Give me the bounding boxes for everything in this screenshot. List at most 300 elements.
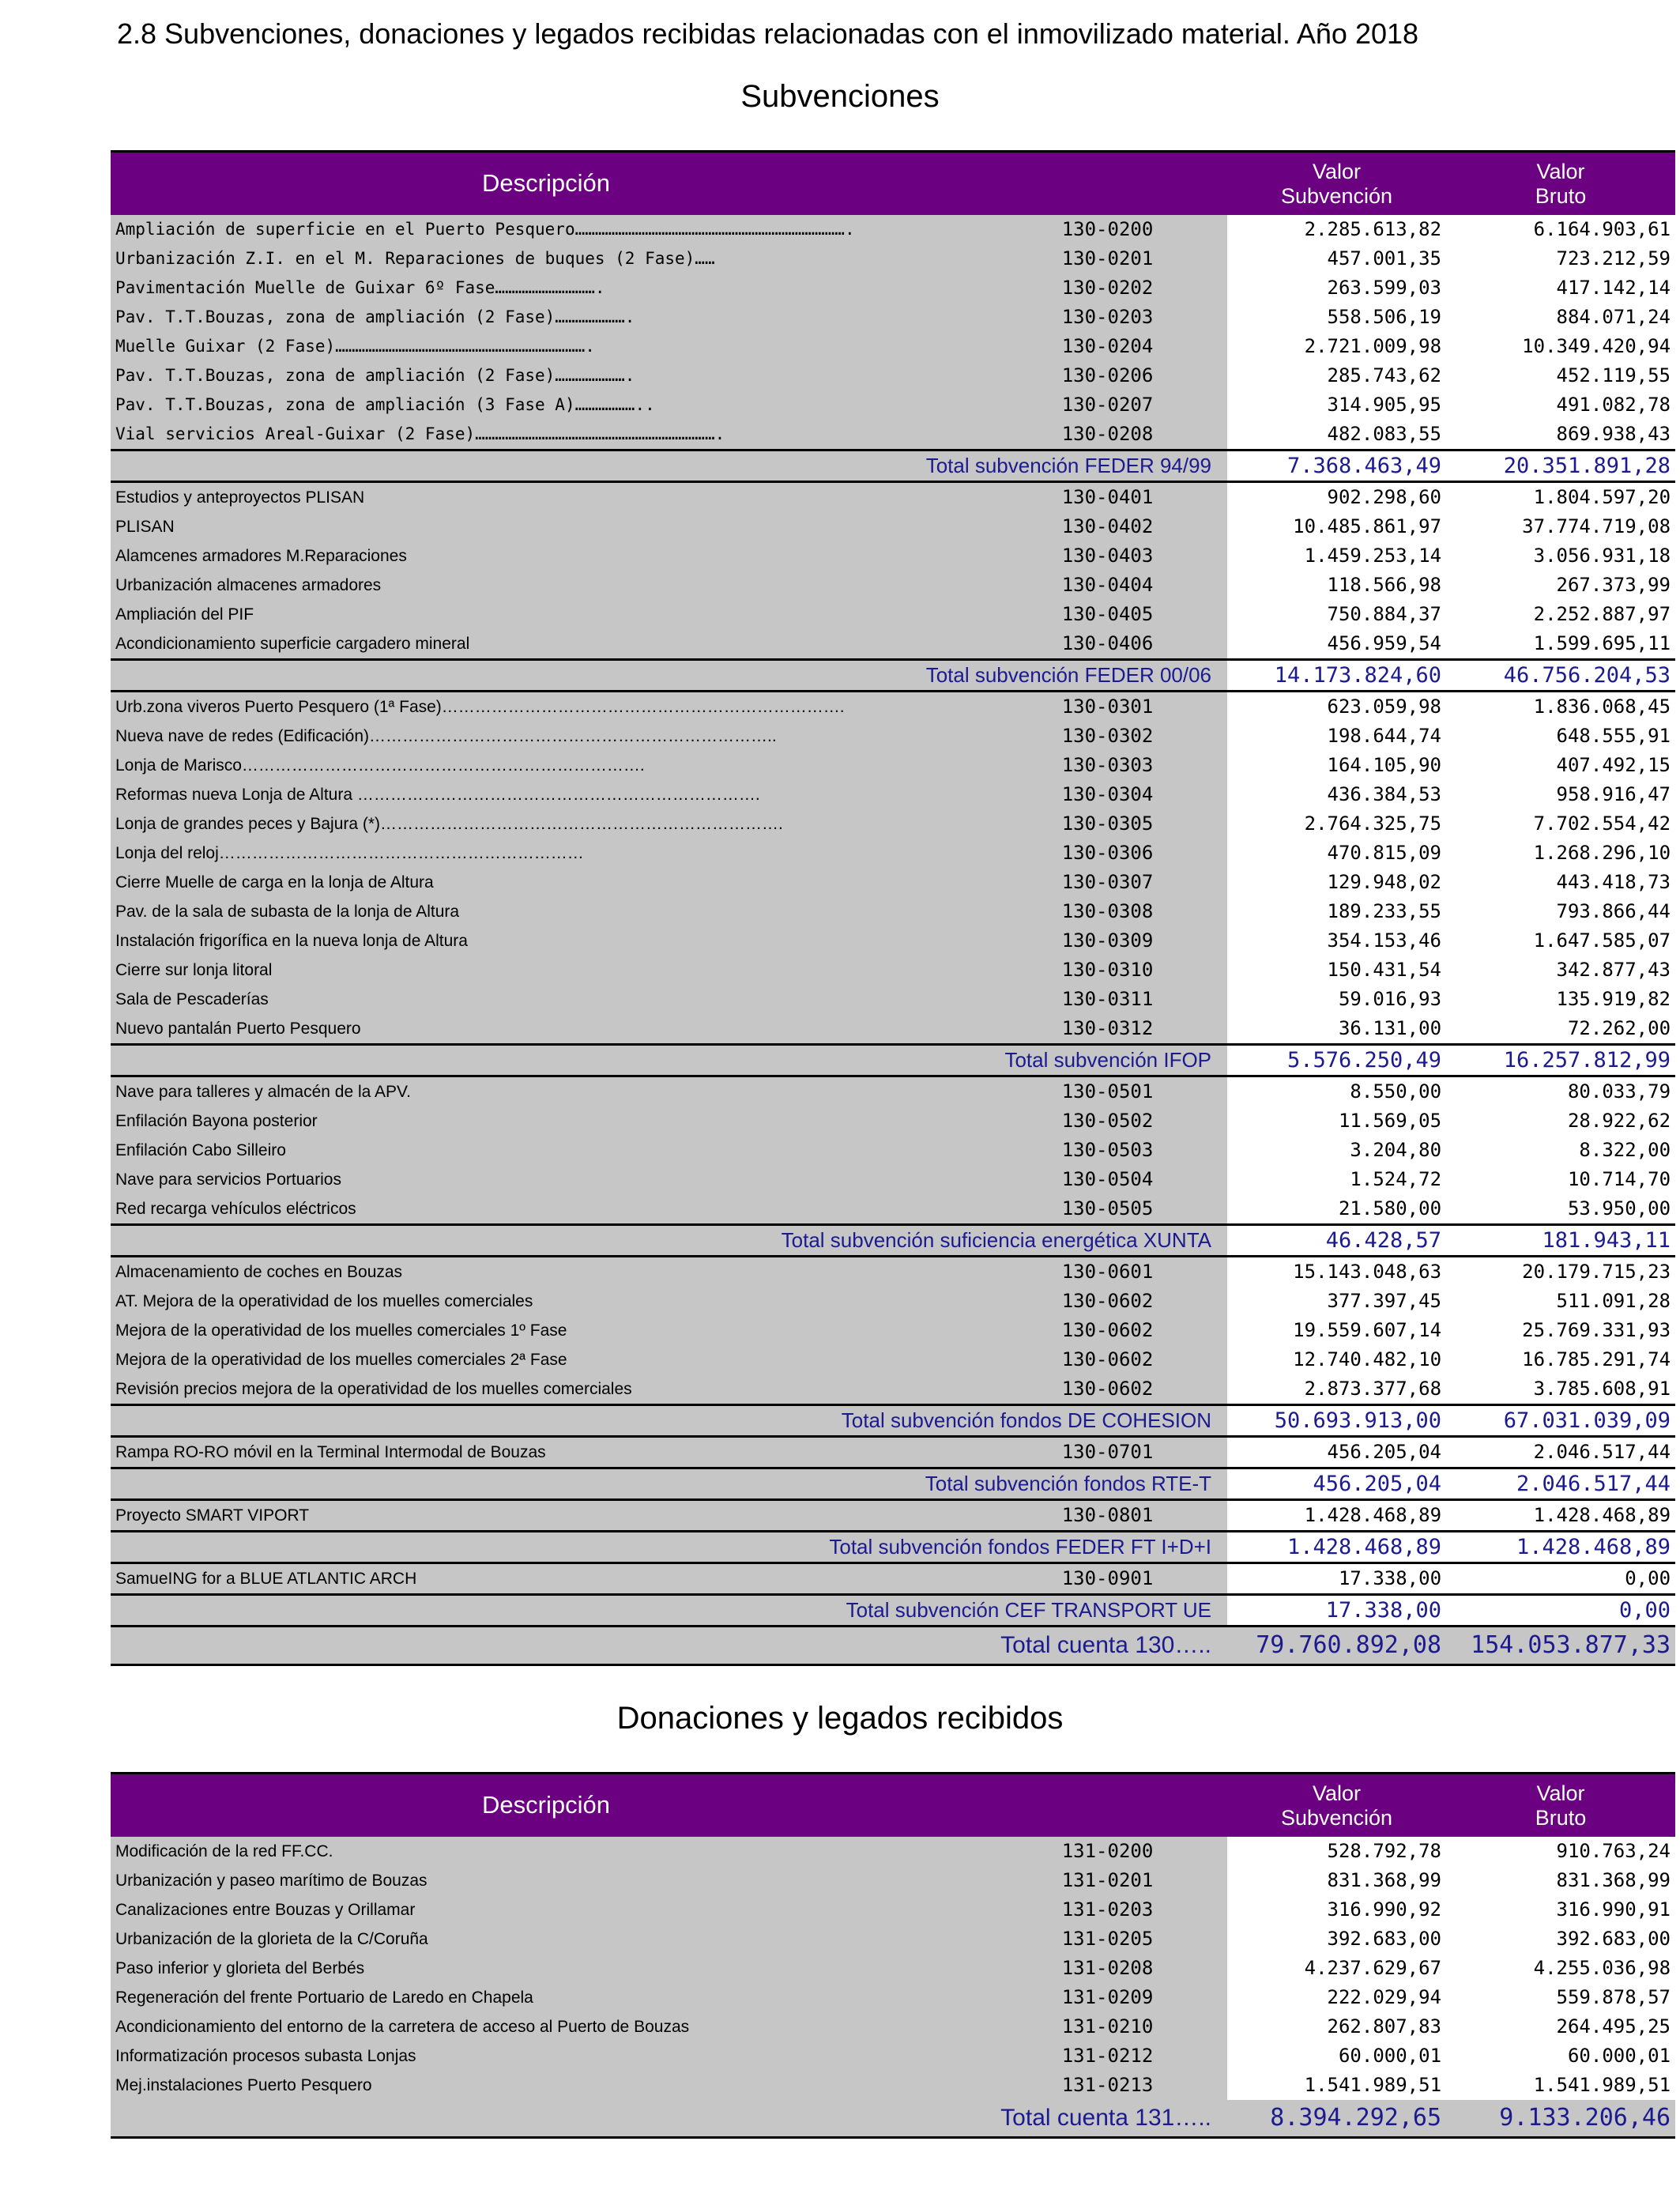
row-description: Almacenamiento de coches en Bouzas xyxy=(111,1256,988,1287)
row-account-code: 130-0304 xyxy=(988,780,1227,809)
row-description: Estudios y anteproyectos PLISAN xyxy=(111,481,988,512)
row-description: Ampliación de superficie en el Puerto Pesquero………………………………………………………………………. xyxy=(111,215,988,244)
table-row xyxy=(111,1014,1675,1045)
row-valor-bruto: 3.056.931,18 xyxy=(1446,541,1675,571)
table-row xyxy=(111,780,1675,809)
table-row xyxy=(111,571,1675,600)
subtotal-row-label: Total subvención suficiencia energética XUNTA xyxy=(111,1224,1227,1256)
row-valor-subvencion: 750.884,37 xyxy=(1227,600,1446,629)
row-valor-subvencion: 392.683,00 xyxy=(1227,1924,1446,1954)
row-description: Pav. de la sala de subasta de la lonja de Altura xyxy=(111,897,988,926)
row-description: Nave para servicios Portuarios xyxy=(111,1165,988,1194)
row-valor-bruto: 831.368,99 xyxy=(1446,1866,1675,1895)
row-account-code: 130-0602 xyxy=(988,1316,1227,1345)
row-account-code: 130-0602 xyxy=(988,1345,1227,1374)
row-valor-subvencion: 316.990,92 xyxy=(1227,1895,1446,1924)
row-description: Pav. T.T.Bouzas, zona de ampliación (2 Fase)…………………. xyxy=(111,361,988,390)
row-valor-subvencion: 11.569,05 xyxy=(1227,1106,1446,1136)
row-description: Lonja del reloj………………………………………………………… xyxy=(111,839,988,868)
row-account-code: 130-0201 xyxy=(988,244,1227,273)
row-valor-bruto: 1.836.068,45 xyxy=(1446,691,1675,722)
table-row xyxy=(111,2071,1675,2100)
subtotal-row xyxy=(111,1224,1675,1256)
row-description: Enfilación Cabo Silleiro xyxy=(111,1136,988,1165)
subvenciones-title: Subvenciones xyxy=(740,79,940,114)
row-valor-subvencion: 164.105,90 xyxy=(1227,751,1446,780)
row-account-code: 130-0312 xyxy=(988,1014,1227,1045)
row-description: Vial servicios Areal-Guixar (2 Fase)………………………………………………………………. xyxy=(111,420,988,450)
row-account-code: 130-0306 xyxy=(988,839,1227,868)
row-valor-subvencion: 1.428.468,89 xyxy=(1227,1499,1446,1531)
row-valor-subvencion: 60.000,01 xyxy=(1227,2041,1446,2071)
row-account-code: 130-0206 xyxy=(988,361,1227,390)
table-row xyxy=(111,215,1675,244)
row-valor-subvencion: 1.541.989,51 xyxy=(1227,2071,1446,2100)
row-valor-subvencion: 377.397,45 xyxy=(1227,1287,1446,1316)
row-account-code: 130-0301 xyxy=(988,691,1227,722)
row-account-code: 130-0311 xyxy=(988,985,1227,1014)
row-valor-subvencion: 4.237.629,67 xyxy=(1227,1954,1446,1983)
subtotal-row-valor-bruto: 181.943,11 xyxy=(1446,1224,1675,1256)
row-valor-bruto: 511.091,28 xyxy=(1446,1287,1675,1316)
table-row xyxy=(111,361,1675,390)
header-valor-sub-line1: Valor xyxy=(1313,1781,1362,1806)
subtotal-row-valor-bruto: 16.257.812,99 xyxy=(1446,1044,1675,1076)
row-account-code: 131-0212 xyxy=(988,2041,1227,2071)
subtotal-row-label: Total subvención fondos FEDER FT I+D+I xyxy=(111,1531,1227,1563)
row-description: Regeneración del frente Portuario de Laredo en Chapela xyxy=(111,1983,988,2012)
row-description: Lonja de Marisco………………………………………………………………. xyxy=(111,751,988,780)
row-valor-bruto: 452.119,55 xyxy=(1446,361,1675,390)
row-valor-subvencion: 456.205,04 xyxy=(1227,1436,1446,1468)
subtotal-row-label: Total subvención IFOP xyxy=(111,1044,1227,1076)
row-description: Revisión precios mejora de la operatividad de los muelles comerciales xyxy=(111,1374,988,1405)
row-valor-subvencion: 150.431,54 xyxy=(1227,956,1446,985)
row-description: Urbanización y paseo marítimo de Bouzas xyxy=(111,1866,988,1895)
header-valor-subvencion xyxy=(1227,152,1446,215)
row-description: Informatización procesos subasta Lonjas xyxy=(111,2041,988,2071)
row-description: Pav. T.T.Bouzas, zona de ampliación (2 Fase)…………………. xyxy=(111,303,988,332)
row-valor-bruto: 1.428.468,89 xyxy=(1446,1499,1675,1531)
header-valor-sub-line2: Subvención xyxy=(1280,184,1393,209)
row-valor-subvencion: 21.580,00 xyxy=(1227,1194,1446,1225)
row-valor-bruto: 37.774.719,08 xyxy=(1446,512,1675,541)
row-valor-subvencion: 15.143.048,63 xyxy=(1227,1256,1446,1287)
table-row xyxy=(111,1866,1675,1895)
table-row xyxy=(111,512,1675,541)
table-row xyxy=(111,600,1675,629)
subtotal-row-valor-bruto: 2.046.517,44 xyxy=(1446,1468,1675,1499)
subtotal-row-valor-bruto: 0,00 xyxy=(1446,1594,1675,1626)
row-description: Instalación frigorífica en la nueva lonja de Altura xyxy=(111,926,988,956)
row-valor-subvencion: 12.740.482,10 xyxy=(1227,1345,1446,1374)
row-account-code: 130-0208 xyxy=(988,420,1227,450)
row-valor-subvencion: 1.524,72 xyxy=(1227,1165,1446,1194)
row-valor-bruto: 1.268.296,10 xyxy=(1446,839,1675,868)
row-description: Acondicionamiento superficie cargadero mineral xyxy=(111,629,988,660)
subtotal-row-label: Total subvención fondos RTE-T xyxy=(111,1468,1227,1499)
table-row xyxy=(111,1136,1675,1165)
subtotal-row-valor-subvencion: 17.338,00 xyxy=(1227,1594,1446,1626)
table-row xyxy=(111,1345,1675,1374)
row-description: SamueING for a BLUE ATLANTIC ARCH xyxy=(111,1563,988,1594)
row-account-code: 131-0201 xyxy=(988,1866,1227,1895)
row-account-code: 131-0203 xyxy=(988,1895,1227,1924)
row-valor-subvencion: 189.233,55 xyxy=(1227,897,1446,926)
row-description: Pavimentación Muelle de Guixar 6º Fase…………………………. xyxy=(111,273,988,303)
row-description: Rampa RO-RO móvil en la Terminal Intermodal de Bouzas xyxy=(111,1436,988,1468)
row-valor-subvencion: 10.485.861,97 xyxy=(1227,512,1446,541)
row-valor-bruto: 0,00 xyxy=(1446,1563,1675,1594)
row-valor-bruto: 443.418,73 xyxy=(1446,868,1675,897)
table-row xyxy=(111,691,1675,722)
row-valor-bruto: 1.599.695,11 xyxy=(1446,629,1675,660)
row-description: Urb.zona viveros Puerto Pesquero (1ª Fase)………………………………………………………………. xyxy=(111,691,988,722)
grand-total-row-label: Total cuenta 130….. xyxy=(111,1626,1227,1664)
row-valor-subvencion: 285.743,62 xyxy=(1227,361,1446,390)
row-valor-subvencion: 19.559.607,14 xyxy=(1227,1316,1446,1345)
row-valor-bruto: 417.142,14 xyxy=(1446,273,1675,303)
table-row xyxy=(111,2012,1675,2041)
table-row xyxy=(111,273,1675,303)
row-valor-subvencion: 902.298,60 xyxy=(1227,481,1446,512)
row-valor-bruto: 559.878,57 xyxy=(1446,1983,1675,2012)
row-valor-subvencion: 482.083,55 xyxy=(1227,420,1446,450)
row-valor-subvencion: 2.285.613,82 xyxy=(1227,215,1446,244)
row-account-code: 130-0401 xyxy=(988,481,1227,512)
table-row xyxy=(111,839,1675,868)
row-valor-bruto: 2.252.887,97 xyxy=(1446,600,1675,629)
row-account-code: 130-0503 xyxy=(988,1136,1227,1165)
row-valor-subvencion: 263.599,03 xyxy=(1227,273,1446,303)
row-valor-bruto: 16.785.291,74 xyxy=(1446,1345,1675,1374)
row-description: Pav. T.T.Bouzas, zona de ampliación (3 Fase A)……………….. xyxy=(111,390,988,420)
subtotal-row xyxy=(111,1044,1675,1076)
row-account-code: 130-0602 xyxy=(988,1287,1227,1316)
subtotal-row-valor-subvencion: 14.173.824,60 xyxy=(1227,659,1446,691)
row-valor-bruto: 2.046.517,44 xyxy=(1446,1436,1675,1468)
row-account-code: 130-0200 xyxy=(988,215,1227,244)
row-account-code: 130-0207 xyxy=(988,390,1227,420)
row-account-code: 130-0310 xyxy=(988,956,1227,985)
row-valor-subvencion: 222.029,94 xyxy=(1227,1983,1446,2012)
row-valor-bruto: 80.033,79 xyxy=(1446,1076,1675,1106)
row-account-code: 130-0502 xyxy=(988,1106,1227,1136)
subtotal-row xyxy=(111,659,1675,691)
row-description: Urbanización de la glorieta de la C/Coruña xyxy=(111,1924,988,1954)
table-row xyxy=(111,1924,1675,1954)
row-valor-subvencion: 1.459.253,14 xyxy=(1227,541,1446,571)
row-valor-subvencion: 558.506,19 xyxy=(1227,303,1446,332)
row-account-code: 130-0302 xyxy=(988,722,1227,751)
row-account-code: 130-0203 xyxy=(988,303,1227,332)
row-description: Nueva nave de redes (Edificación)……………………………………………………………….. xyxy=(111,722,988,751)
row-description: Ampliación del PIF xyxy=(111,600,988,629)
row-description: Canalizaciones entre Bouzas y Orillamar xyxy=(111,1895,988,1924)
grand-total-row-valor-subvencion: 79.760.892,08 xyxy=(1227,1626,1446,1664)
subtotal-row-label: Total subvención FEDER 94/99 xyxy=(111,450,1227,481)
row-description: Nuevo pantalán Puerto Pesquero xyxy=(111,1014,988,1045)
header-valor-subvencion xyxy=(1227,1774,1446,1837)
row-valor-subvencion: 59.016,93 xyxy=(1227,985,1446,1014)
row-valor-subvencion: 314.905,95 xyxy=(1227,390,1446,420)
row-valor-bruto: 135.919,82 xyxy=(1446,985,1675,1014)
table-row xyxy=(111,1499,1675,1531)
row-valor-bruto: 958.916,47 xyxy=(1446,780,1675,809)
row-account-code: 130-0403 xyxy=(988,541,1227,571)
donaciones-title: Donaciones y legados recibidos xyxy=(616,1701,1064,1736)
table-row xyxy=(111,1563,1675,1594)
table-row xyxy=(111,722,1675,751)
grand-total-row-valor-subvencion: 8.394.292,65 xyxy=(1227,2100,1446,2138)
row-valor-bruto: 316.990,91 xyxy=(1446,1895,1675,1924)
table-row xyxy=(111,244,1675,273)
row-description: Proyecto SMART VIPORT xyxy=(111,1499,988,1531)
subtotal-row-valor-subvencion: 7.368.463,49 xyxy=(1227,450,1446,481)
row-account-code: 130-0303 xyxy=(988,751,1227,780)
table-row xyxy=(111,1837,1675,1866)
row-valor-bruto: 1.541.989,51 xyxy=(1446,2071,1675,2100)
row-account-code: 130-0501 xyxy=(988,1076,1227,1106)
subtotal-row-valor-bruto: 1.428.468,89 xyxy=(1446,1531,1675,1563)
row-valor-subvencion: 528.792,78 xyxy=(1227,1837,1446,1866)
row-valor-bruto: 4.255.036,98 xyxy=(1446,1954,1675,1983)
row-account-code: 130-0602 xyxy=(988,1374,1227,1405)
row-description: Nave para talleres y almacén de la APV. xyxy=(111,1076,988,1106)
table-row xyxy=(111,1316,1675,1345)
subtotal-row xyxy=(111,1531,1675,1563)
table-row xyxy=(111,956,1675,985)
row-description: Mejora de la operatividad de los muelles comerciales 1º Fase xyxy=(111,1316,988,1345)
row-description: Sala de Pescaderías xyxy=(111,985,988,1014)
row-account-code: 131-0208 xyxy=(988,1954,1227,1983)
table-row xyxy=(111,303,1675,332)
row-valor-bruto: 72.262,00 xyxy=(1446,1014,1675,1045)
row-description: Urbanización Z.I. en el M. Reparaciones de buques (2 Fase)…… xyxy=(111,244,988,273)
table-row xyxy=(111,809,1675,839)
table-row xyxy=(111,2041,1675,2071)
row-valor-bruto: 491.082,78 xyxy=(1446,390,1675,420)
table-row xyxy=(111,541,1675,571)
subtotal-row xyxy=(111,1468,1675,1499)
subtotal-row-label: Total subvención CEF TRANSPORT UE xyxy=(111,1594,1227,1626)
row-description: PLISAN xyxy=(111,512,988,541)
row-account-code: 130-0404 xyxy=(988,571,1227,600)
row-account-code: 130-0601 xyxy=(988,1256,1227,1287)
row-account-code: 131-0205 xyxy=(988,1924,1227,1954)
subtotal-row-valor-bruto: 20.351.891,28 xyxy=(1446,450,1675,481)
table-row xyxy=(111,985,1675,1014)
table-row xyxy=(111,629,1675,660)
subtotal-row-label: Total subvención fondos DE COHESION xyxy=(111,1404,1227,1436)
row-account-code: 130-0406 xyxy=(988,629,1227,660)
row-description: AT. Mejora de la operatividad de los muelles comerciales xyxy=(111,1287,988,1316)
row-description: Enfilación Bayona posterior xyxy=(111,1106,988,1136)
row-valor-bruto: 6.164.903,61 xyxy=(1446,215,1675,244)
row-account-code: 130-0402 xyxy=(988,512,1227,541)
row-valor-subvencion: 2.721.009,98 xyxy=(1227,332,1446,361)
row-valor-bruto: 10.349.420,94 xyxy=(1446,332,1675,361)
table-row xyxy=(111,1106,1675,1136)
subvenciones-table xyxy=(111,150,1675,1666)
header-valor-bruto xyxy=(1446,152,1675,215)
row-valor-bruto: 60.000,01 xyxy=(1446,2041,1675,2071)
header-valor-bruto xyxy=(1446,1774,1675,1837)
row-account-code: 130-0901 xyxy=(988,1563,1227,1594)
header-valor-bruto-line2: Bruto xyxy=(1535,184,1587,209)
header-valor-sub-line2: Subvención xyxy=(1280,1806,1393,1830)
subtotal-row-valor-subvencion: 50.693.913,00 xyxy=(1227,1404,1446,1436)
table-row xyxy=(111,1983,1675,2012)
row-valor-bruto: 793.866,44 xyxy=(1446,897,1675,926)
table-row xyxy=(111,868,1675,897)
table-row xyxy=(111,1895,1675,1924)
row-description: Cierre Muelle de carga en la lonja de Altura xyxy=(111,868,988,897)
subtotal-row-valor-bruto: 46.756.204,53 xyxy=(1446,659,1675,691)
row-valor-bruto: 3.785.608,91 xyxy=(1446,1374,1675,1405)
row-account-code: 130-0204 xyxy=(988,332,1227,361)
row-valor-subvencion: 354.153,46 xyxy=(1227,926,1446,956)
row-account-code: 130-0505 xyxy=(988,1194,1227,1225)
page-title: 2.8 Subvenciones, donaciones y legados recibidas relacionadas con el inmovilizado material. Año 2018 xyxy=(117,17,1419,50)
table-row xyxy=(111,1374,1675,1405)
row-valor-subvencion: 36.131,00 xyxy=(1227,1014,1446,1045)
row-account-code: 130-0202 xyxy=(988,273,1227,303)
table-row xyxy=(111,751,1675,780)
subtotal-row-valor-subvencion: 1.428.468,89 xyxy=(1227,1531,1446,1563)
row-account-code: 131-0213 xyxy=(988,2071,1227,2100)
row-valor-subvencion: 8.550,00 xyxy=(1227,1076,1446,1106)
row-valor-subvencion: 436.384,53 xyxy=(1227,780,1446,809)
row-valor-bruto: 10.714,70 xyxy=(1446,1165,1675,1194)
row-valor-bruto: 407.492,15 xyxy=(1446,751,1675,780)
row-valor-bruto: 267.373,99 xyxy=(1446,571,1675,600)
row-description: Reformas nueva Lonja de Altura ………………………………………………………………. xyxy=(111,780,988,809)
row-valor-subvencion: 623.059,98 xyxy=(1227,691,1446,722)
row-valor-bruto: 28.922,62 xyxy=(1446,1106,1675,1136)
row-description: Red recarga vehículos eléctricos xyxy=(111,1194,988,1225)
row-account-code: 131-0210 xyxy=(988,2012,1227,2041)
table-row xyxy=(111,1954,1675,1983)
row-valor-bruto: 392.683,00 xyxy=(1446,1924,1675,1954)
row-valor-bruto: 53.950,00 xyxy=(1446,1194,1675,1225)
row-description: Urbanización almacenes armadores xyxy=(111,571,988,600)
row-valor-bruto: 20.179.715,23 xyxy=(1446,1256,1675,1287)
row-valor-subvencion: 831.368,99 xyxy=(1227,1866,1446,1895)
row-valor-subvencion: 2.873.377,68 xyxy=(1227,1374,1446,1405)
grand-total-row-label: Total cuenta 131….. xyxy=(111,2100,1227,2138)
subtotal-row xyxy=(111,1594,1675,1626)
row-description: Mejora de la operatividad de los muelles comerciales 2ª Fase xyxy=(111,1345,988,1374)
row-valor-bruto: 1.647.585,07 xyxy=(1446,926,1675,956)
row-valor-subvencion: 129.948,02 xyxy=(1227,868,1446,897)
table-row xyxy=(111,1256,1675,1287)
table-row xyxy=(111,1436,1675,1468)
subtotal-row-valor-subvencion: 46.428,57 xyxy=(1227,1224,1446,1256)
row-account-code: 131-0200 xyxy=(988,1837,1227,1866)
header-valor-sub-line1: Valor xyxy=(1313,160,1362,184)
header-valor-bruto-line2: Bruto xyxy=(1535,1806,1587,1830)
row-valor-bruto: 869.938,43 xyxy=(1446,420,1675,450)
table-row xyxy=(111,390,1675,420)
grand-total-row xyxy=(111,2100,1675,2138)
subtotal-row-valor-subvencion: 5.576.250,49 xyxy=(1227,1044,1446,1076)
table-row xyxy=(111,1287,1675,1316)
table-row xyxy=(111,1165,1675,1194)
table-header xyxy=(111,152,1675,215)
row-valor-subvencion: 17.338,00 xyxy=(1227,1563,1446,1594)
row-description: Alamcenes armadores M.Reparaciones xyxy=(111,541,988,571)
donaciones-table xyxy=(111,1772,1675,2139)
header-valor-bruto-line1: Valor xyxy=(1536,1781,1585,1806)
row-description: Acondicionamiento del entorno de la carretera de acceso al Puerto de Bouzas xyxy=(111,2012,988,2041)
row-account-code: 130-0405 xyxy=(988,600,1227,629)
table-row xyxy=(111,1076,1675,1106)
row-description: Muelle Guixar (2 Fase)…………………………………………………………………. xyxy=(111,332,988,361)
subtotal-row-label: Total subvención FEDER 00/06 xyxy=(111,659,1227,691)
header-valor-bruto-line1: Valor xyxy=(1536,160,1585,184)
row-description: Cierre sur lonja litoral xyxy=(111,956,988,985)
subtotal-row-valor-bruto: 67.031.039,09 xyxy=(1446,1404,1675,1436)
row-description: Mej.instalaciones Puerto Pesquero xyxy=(111,2071,988,2100)
row-valor-bruto: 648.555,91 xyxy=(1446,722,1675,751)
header-descripcion: Descripción xyxy=(111,1774,1227,1837)
row-valor-subvencion: 262.807,83 xyxy=(1227,2012,1446,2041)
table-row xyxy=(111,926,1675,956)
row-description: Paso inferior y glorieta del Berbés xyxy=(111,1954,988,1983)
row-valor-bruto: 884.071,24 xyxy=(1446,303,1675,332)
row-account-code: 130-0308 xyxy=(988,897,1227,926)
row-description: Modificación de la red FF.CC. xyxy=(111,1837,988,1866)
row-valor-bruto: 910.763,24 xyxy=(1446,1837,1675,1866)
row-account-code: 130-0309 xyxy=(988,926,1227,956)
row-valor-subvencion: 2.764.325,75 xyxy=(1227,809,1446,839)
table-row xyxy=(111,332,1675,361)
row-valor-bruto: 342.877,43 xyxy=(1446,956,1675,985)
table-row xyxy=(111,1194,1675,1225)
row-account-code: 130-0504 xyxy=(988,1165,1227,1194)
table-row xyxy=(111,420,1675,450)
subtotal-row xyxy=(111,1404,1675,1436)
row-account-code: 130-0801 xyxy=(988,1499,1227,1531)
row-valor-subvencion: 198.644,74 xyxy=(1227,722,1446,751)
grand-total-row xyxy=(111,1626,1675,1664)
row-valor-subvencion: 470.815,09 xyxy=(1227,839,1446,868)
row-account-code: 131-0209 xyxy=(988,1983,1227,2012)
row-account-code: 130-0305 xyxy=(988,809,1227,839)
row-valor-subvencion: 456.959,54 xyxy=(1227,629,1446,660)
row-valor-bruto: 723.212,59 xyxy=(1446,244,1675,273)
table-header xyxy=(111,1774,1675,1837)
row-valor-subvencion: 3.204,80 xyxy=(1227,1136,1446,1165)
row-valor-bruto: 264.495,25 xyxy=(1446,2012,1675,2041)
row-valor-bruto: 25.769.331,93 xyxy=(1446,1316,1675,1345)
subtotal-row xyxy=(111,450,1675,481)
row-account-code: 130-0307 xyxy=(988,868,1227,897)
grand-total-row-valor-bruto: 9.133.206,46 xyxy=(1446,2100,1675,2138)
row-valor-bruto: 1.804.597,20 xyxy=(1446,481,1675,512)
header-descripcion: Descripción xyxy=(111,152,1227,215)
row-description: Lonja de grandes peces y Bajura (*)………………………………………………………………. xyxy=(111,809,988,839)
row-valor-subvencion: 457.001,35 xyxy=(1227,244,1446,273)
row-account-code: 130-0701 xyxy=(988,1436,1227,1468)
row-valor-bruto: 8.322,00 xyxy=(1446,1136,1675,1165)
grand-total-row-valor-bruto: 154.053.877,33 xyxy=(1446,1626,1675,1664)
row-valor-bruto: 7.702.554,42 xyxy=(1446,809,1675,839)
row-valor-subvencion: 118.566,98 xyxy=(1227,571,1446,600)
table-row xyxy=(111,481,1675,512)
subtotal-row-valor-subvencion: 456.205,04 xyxy=(1227,1468,1446,1499)
